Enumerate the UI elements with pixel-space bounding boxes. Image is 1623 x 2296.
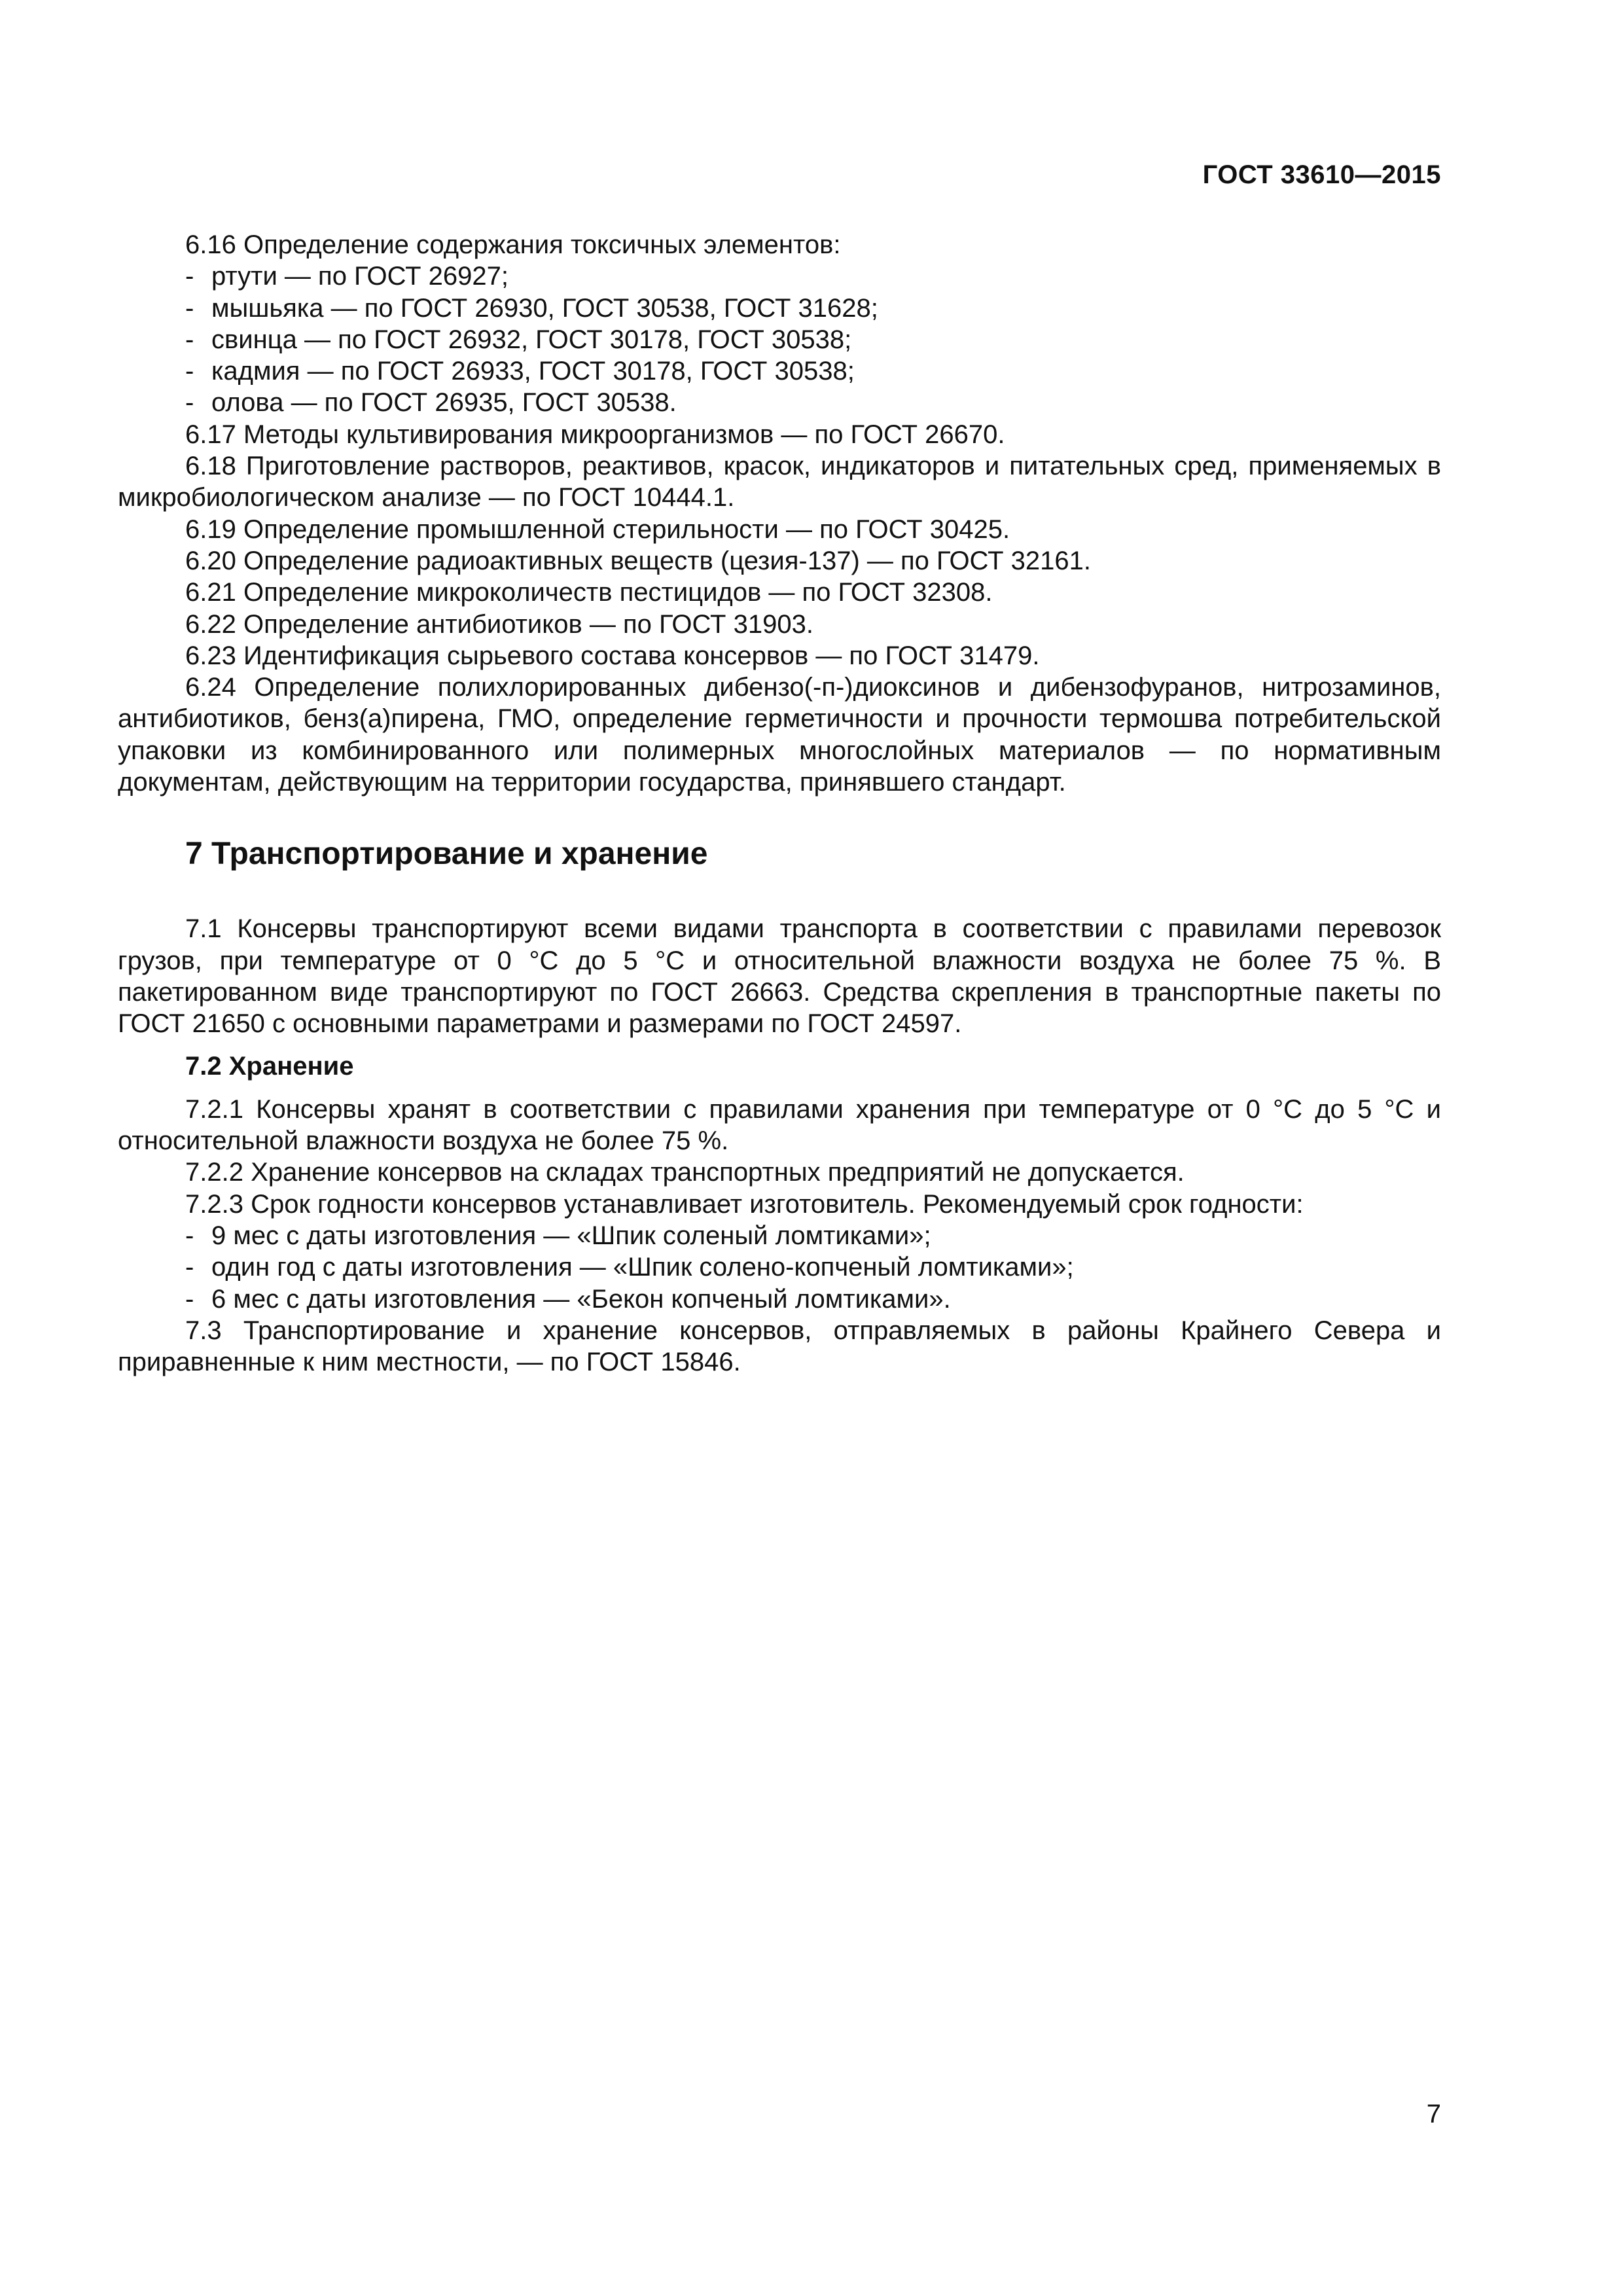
list-item-text: свинца — по ГОСТ 26932, ГОСТ 30178, ГОСТ 30538;: [211, 325, 852, 354]
para-7-2-3: 7.2.3 Срок годности консервов устанавливает изготовитель. Рекомендуемый срок годности:: [185, 1189, 1304, 1219]
para-6-22: 6.22 Определение антибиотиков — по ГОСТ 31903.: [185, 609, 813, 639]
para-6-20: 6.20 Определение радиоактивных веществ (цезия-137) — по ГОСТ 32161.: [185, 546, 1092, 575]
document-body: [118, 229, 1441, 1378]
list-dash: -: [185, 262, 194, 291]
list-dash: -: [185, 1284, 194, 1314]
list-item-text: олова — по ГОСТ 26935, ГОСТ 30538.: [211, 388, 677, 418]
list-item-cadmium: [118, 355, 1441, 387]
para-7-2-2: 7.2.2 Хранение консервов на складах транспортных предприятий не допускается.: [185, 1158, 1185, 1187]
list-item-mercury: [118, 260, 1441, 292]
list-item-text: 6 мес с даты изготовления — «Бекон копченый ломтиками».: [211, 1284, 951, 1314]
list-item-tin: [118, 387, 1441, 418]
para-6-24: 6.24 Определение полихлорированных дибензо(-п-)диоксинов и дибензофуранов, нитрозаминов, антибиотиков, бенз(а)пирена, ГМО, определение герметичности и прочности термошва потребительской упаковки из комбинированного или полимерных многослойных материалов — по нормативным документам, действующим на территории государства, принявшего стандарт.: [118, 673, 1441, 797]
list-dash: -: [185, 293, 194, 323]
list-item-shelf-life-smoked: [118, 1251, 1441, 1283]
para-6-17: 6.17 Методы культивирования микроорганизмов — по ГОСТ 26670.: [185, 420, 1005, 449]
list-dash: -: [185, 1221, 194, 1251]
para-7-3: 7.3 Транспортирование и хранение консервов, отправляемых в районы Крайнего Севера и приравненные к ним местности, — по ГОСТ 15846.: [118, 1316, 1441, 1377]
list-item-text: один год с даты изготовления — «Шпик солено-копченый ломтиками»;: [211, 1253, 1074, 1282]
para-6-18: 6.18 Приготовление растворов, реактивов, красок, индикаторов и питательных сред, применяемых в микробиологическом анализе — по ГОСТ 10444.1.: [118, 452, 1441, 512]
para-7-1: 7.1 Консервы транспортируют всеми видами транспорта в соответствии с правилами перевозок грузов, при температуре от 0 °С до 5 °С и относительной влажности воздуха не более 75 %. В пакетированном виде транспортируют по ГОСТ 26663. Средства скрепления в транспортные пакеты по ГОСТ 21650 с основными параметрами и размерами по ГОСТ 24597.: [118, 914, 1441, 1039]
list-dash: -: [185, 325, 194, 354]
para-6-19: 6.19 Определение промышленной стерильности — по ГОСТ 30425.: [185, 514, 1010, 544]
page-number: 7: [1426, 2100, 1441, 2128]
para-7-2-1: 7.2.1 Консервы хранят в соответствии с правилами хранения при температуре от 0 °С до 5 °С и относительной влажности воздуха не более 75 %.: [118, 1094, 1441, 1156]
list-dash: -: [185, 388, 194, 418]
list-dash: -: [185, 1253, 194, 1282]
document-code-header: ГОСТ 33610—2015: [1202, 160, 1441, 189]
para-6-23: 6.23 Идентификация сырьевого состава консервов — по ГОСТ 31479.: [185, 641, 1040, 670]
list-item-lead: [118, 324, 1441, 355]
list-item-shelf-life-salted: [118, 1220, 1441, 1251]
subsection-7-2-heading: 7.2 Хранение: [185, 1051, 354, 1081]
list-dash: -: [185, 357, 194, 386]
list-item-shelf-life-bacon: [118, 1283, 1441, 1315]
list-item-text: мышьяка — по ГОСТ 26930, ГОСТ 30538, ГОСТ 31628;: [211, 293, 878, 323]
list-item-text: 9 мес с даты изготовления — «Шпик соленый ломтиками»;: [211, 1221, 931, 1251]
para-6-21: 6.21 Определение микроколичеств пестицидов — по ГОСТ 32308.: [185, 578, 993, 607]
list-item-text: ртути — по ГОСТ 26927;: [211, 262, 509, 291]
list-item-arsenic: [118, 293, 1441, 324]
list-item-text: кадмия — по ГОСТ 26933, ГОСТ 30178, ГОСТ 30538;: [211, 357, 855, 386]
section-7-heading: 7 Транспортирование и хранение: [185, 836, 708, 872]
para-6-16: 6.16 Определение содержания токсичных элементов:: [185, 230, 841, 259]
